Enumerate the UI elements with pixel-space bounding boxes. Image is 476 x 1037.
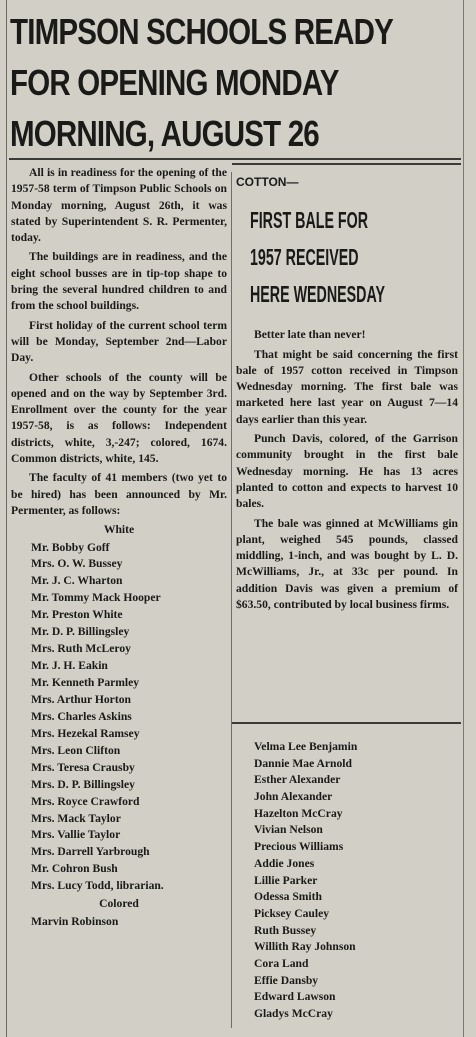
article-paragraph: Other schools of the county will be opened and on the way by September 3rd. Enrollment over the county for the year 1957-58, is as follows: Independent districts, white, 3,-247; colored, 1674. Common districts, white, 145. [11,370,227,466]
faculty-name: Edward Lawson [254,990,336,1004]
article-paragraph: All is in readiness for the opening of the 1957-58 term of Timpson Public Schools on Monday morning, August 26th, it was stated by Superintendent S. R. Permenter, today. [11,166,227,245]
faculty-name: Willith Ray Johnson [254,940,356,954]
faculty-name: Velma Lee Benjamin [254,740,358,753]
white-faculty-list [11,540,227,896]
faculty-name: Mr. Tommy Mack Hooper [31,591,161,605]
cotton-article [236,166,458,616]
faculty-name: Mrs. Hezekal Ramsey [31,726,140,740]
faculty-name: Mr. Preston White [31,608,123,622]
faculty-name: Mr. D. P. Billingsley [31,625,130,639]
cotton-article-body [236,327,458,613]
faculty-name: Mrs. Mack Taylor [31,811,121,825]
faculty-name: Addie Jones [254,856,315,870]
headline [10,6,465,159]
article-paragraph: The faculty of 41 members (two yet to be hired) has been announced by Mr. Permenter, as follows: [11,471,227,517]
cotton-article-end-rule [232,722,461,724]
faculty-name: Dannie Mae Arnold [254,756,352,770]
headline-line-1: TIMPSON SCHOOLS READY [10,11,393,52]
article-paragraph: The buildings are in readiness, and the eight school busses are in tip-top shape to bring the several hundred children to and from the school buildings. [11,250,227,313]
right-column-top-rule [232,163,461,165]
faculty-name: Precious Williams [254,840,344,854]
headline-line-2: FOR OPENING MONDAY [10,62,339,103]
faculty-name: Mrs. Ruth McLeroy [31,642,131,656]
faculty-name: Odessa Smith [254,890,322,904]
white-faculty-heading: White [103,523,135,537]
faculty-name: Mrs. Leon Clifton [31,743,121,757]
faculty-name: Mrs. Arthur Horton [31,692,131,706]
faculty-name: John Alexander [254,790,333,804]
faculty-name: Mrs. O. W. Bussey [31,557,123,571]
article-paragraph: The bale was ginned at McWilliams gin plant, weighed 545 pounds, classed middling, 1-inch, and was bought by L. D. McWilliams, Jr., at 33c per pound. In addition Davis was given a premium of $63.50, contributed by local business firms. [236,516,458,612]
schools-article [11,165,227,930]
faculty-name: Mrs. Darrell Yarbrough [31,845,150,859]
article-paragraph: Punch Davis, colored, of the Garrison community brought in the first bale Wednesday morning. He has 13 acres planted to cotton and expects to harvest 10 bales. [236,432,458,511]
article-paragraph: Better late than never! [254,328,366,342]
left-margin-rule [6,0,7,1037]
faculty-name: Cora Land [254,956,309,970]
article-paragraph: First holiday of the current school term will be Monday, September 2nd—Labor Day. [11,318,227,365]
faculty-name: Mr. Bobby Goff [31,540,110,554]
faculty-name: Mrs. Teresa Crausby [31,760,135,774]
faculty-name: Mr. Cohron Bush [31,862,118,876]
faculty-name: Hazelton McCray [254,806,343,820]
faculty-name: Vivian Nelson [254,823,323,837]
faculty-name: Mr. J. C. Wharton [31,574,123,588]
subhead-line-2: 1957 RECEIVED [250,244,359,271]
subhead-line-3: HERE WEDNESDAY [250,281,385,308]
cotton-kicker: COTTON— [236,175,299,189]
faculty-name: Picksey Cauley [254,906,330,920]
faculty-name: Mrs. D. P. Billingsley [31,777,135,791]
faculty-name: Mr. Kenneth Parmley [31,676,140,690]
faculty-name: Mrs. Lucy Todd, librarian. [31,879,164,893]
cotton-subhead [250,202,448,313]
headline-rule [9,158,461,160]
faculty-name: Gladys McCray [254,1007,333,1020]
subhead-line-1: FIRST BALE FOR [250,207,369,234]
faculty-name: Esther Alexander [254,773,341,787]
faculty-name: Mrs. Royce Crawford [31,794,140,808]
headline-line-3: MORNING, AUGUST 26 [10,113,319,154]
faculty-name: Mrs. Vallie Taylor [31,828,121,842]
colored-faculty-list-continued [254,740,357,1024]
faculty-name: Lillie Parker [254,873,318,887]
faculty-name: Marvin Robinson [31,914,119,928]
faculty-name: Effie Dansby [254,973,319,987]
column-divider [231,172,232,1028]
colored-faculty-list-start [11,914,227,931]
colored-faculty-heading: Colored [99,897,139,911]
faculty-name: Mrs. Charles Askins [31,709,132,723]
article-paragraph: That might be said concerning the first bale of 1957 cotton received in Timpson Wednesday morning. The first bale was marketed here last year on August 7—14 days earlier than this year. [236,347,458,426]
faculty-name: Ruth Bussey [254,923,317,937]
faculty-name: Mr. J. H. Eakin [31,659,108,673]
